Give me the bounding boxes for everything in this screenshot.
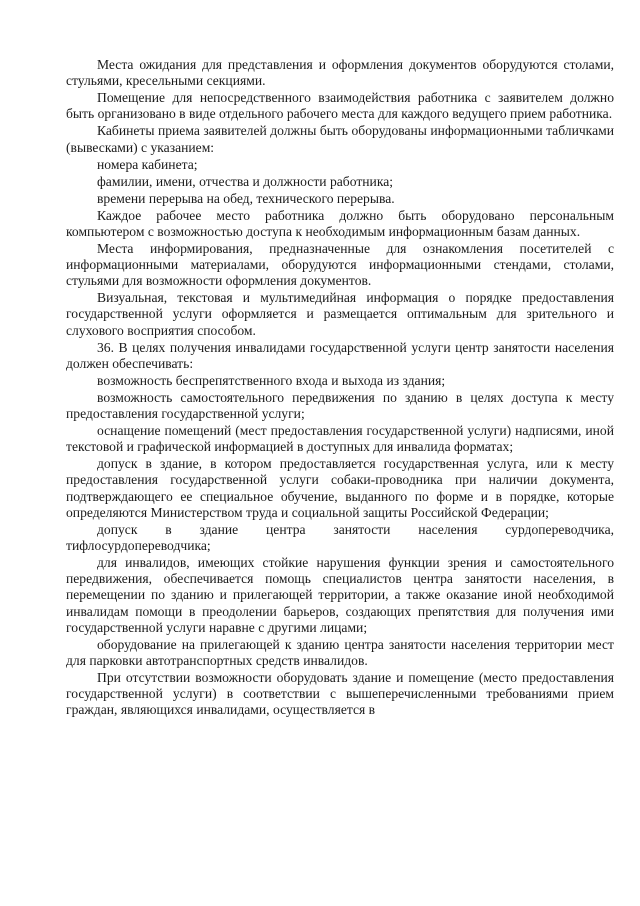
paragraph: Визуальная, текстовая и мультимедийная информация о порядке предоставления государственной услуги оформляется и размещается оптимальным для зрительного и слухового восприятия способом. <box>66 290 614 338</box>
list-item: оборудование на прилегающей к зданию центра занятости населения территории мест для парковки автотранспортных средств инвалидов. <box>66 636 614 669</box>
list-item: фамилии, имени, отчества и должности работника; <box>97 173 394 189</box>
list-item: допуск в здание центра занятости населения сурдопереводчика, тифлосурдопереводчика; <box>66 521 614 554</box>
list-item: возможность беспрепятственного входа и выхода из здания; <box>97 372 446 388</box>
numbered-clause: 36. В целях получения инвалидами государственной услуги центр занятости населения должен обеспечивать: <box>66 339 614 371</box>
list-item: времени перерыва на обед, технического перерыва. <box>97 190 395 206</box>
document-body <box>66 57 614 719</box>
list-item: допуск в здание, в котором предоставляется государственная услуга, или к месту предоставления государственной услуги собаки-проводника при наличии документа, подтверждающего ее специальное обучение, выданного по форме и в порядке, которые определяются Министерством труда и социальной защиты Российской Федерации; <box>66 456 614 520</box>
list-item: возможность самостоятельного передвижения по зданию в целях доступа к месту предоставления государственной услуги; <box>66 389 614 422</box>
list-item: оснащение помещений (мест предоставления государственной услуги) надписями, иной текстовой и графической информацией в доступных для инвалида форматах; <box>66 423 614 455</box>
list-item: номера кабинета; <box>97 156 198 172</box>
paragraph: Помещение для непосредственного взаимодействия работника с заявителем должно быть организовано в виде отдельного рабочего места для каждого ведущего прием работника. <box>66 90 614 122</box>
paragraph: Места информирования, предназначенные для ознакомления посетителей с информационными материалами, оборудуются информационными стендами, столами, стульями для возможности оформления документов. <box>66 240 614 289</box>
paragraph: При отсутствии возможности оборудовать здание и помещение (место предоставления государственной услуги) в соответствии с вышеперечисленными требованиями прием граждан, являющихся инвалидами, осуществляется в <box>66 670 614 718</box>
list-item: для инвалидов, имеющих стойкие нарушения функции зрения и самостоятельного передвижения, обеспечивается помощь специалистов центра занятости населения, в перемещении по зданию и прилегающей территории, а также оказание иной необходимой инвалидам помощи в преодолении барьеров, создающих препятствия для получения ими государственной услуги наравне с другими лицами; <box>66 555 614 635</box>
paragraph: Кабинеты приема заявителей должны быть оборудованы информационными табличками (вывесками) с указанием: <box>66 123 614 155</box>
paragraph: Каждое рабочее место работника должно быть оборудовано персональным компьютером с возможностью доступа к необходимым информационным базам данных. <box>66 207 614 239</box>
paragraph: Места ожидания для представления и оформления документов оборудуются столами, стульями, кресельными секциями. <box>66 57 614 89</box>
